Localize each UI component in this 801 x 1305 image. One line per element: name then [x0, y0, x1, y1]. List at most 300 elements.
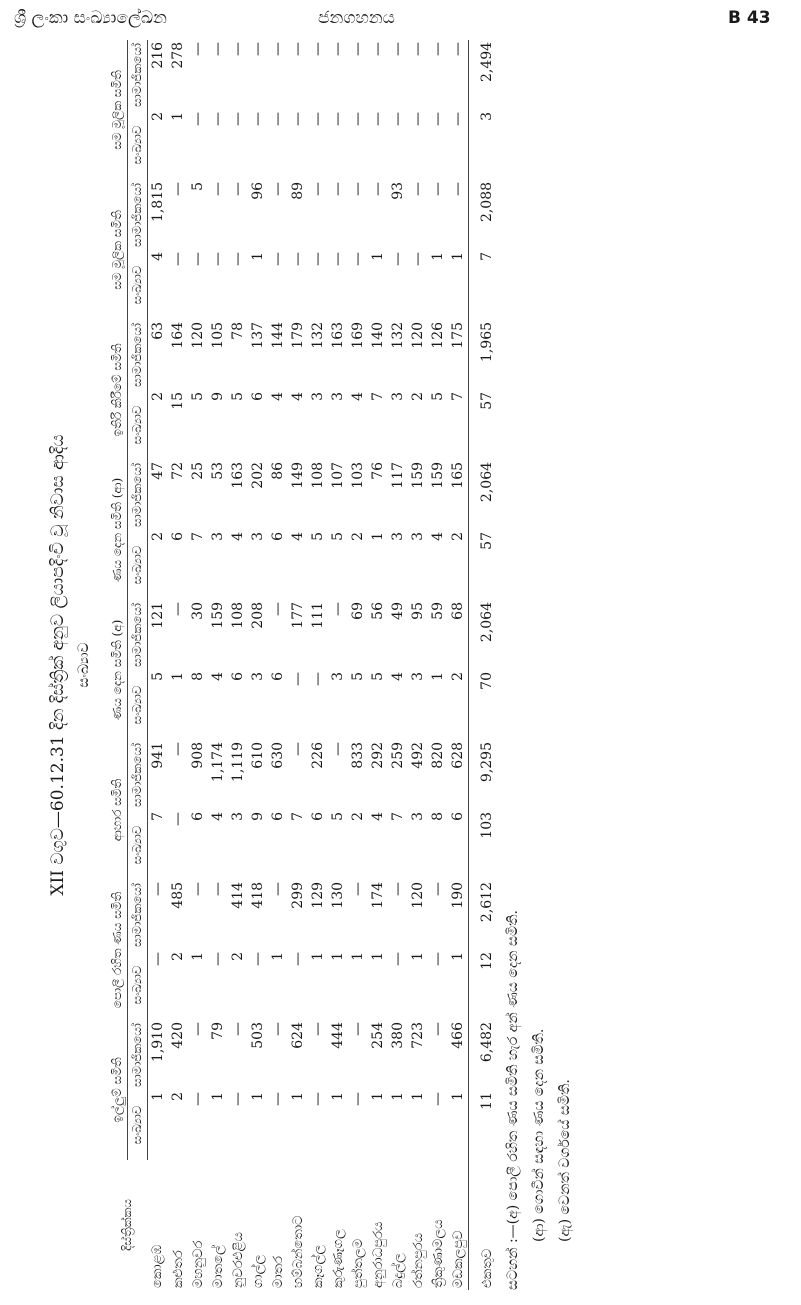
cell-value: —: [230, 181, 246, 196]
total-row: [469, 40, 500, 1290]
district-name: මහනුවර: [190, 1240, 206, 1288]
cell-value: 5: [330, 811, 346, 821]
cell-value: 1: [250, 251, 266, 261]
cell-value: 3: [230, 811, 246, 821]
cell-value: 2: [230, 952, 246, 961]
cell-value: 2,064: [469, 460, 500, 530]
cell-value: —: [350, 251, 366, 266]
cell-value: 169: [350, 321, 366, 349]
cell-value: —: [390, 111, 406, 126]
note-line: (ඇ) වෙනත් වර්ගයේ සමිති.: [557, 1079, 573, 1242]
cell-value: 72: [170, 461, 186, 480]
cell-value: 137: [250, 321, 266, 349]
cell-value: 89: [290, 181, 306, 200]
count-subheader: සංඛ්‍යාව: [128, 670, 148, 740]
cell-value: —: [270, 181, 286, 196]
cell-value: 3: [250, 671, 266, 681]
cell-value: 226: [310, 741, 326, 769]
sub-header-row: [128, 40, 148, 1290]
district-name: නුවරඑළිය: [230, 1232, 246, 1288]
cell-value: 9: [250, 811, 266, 821]
cell-value: —: [210, 111, 226, 126]
cell-value: 5: [310, 531, 326, 541]
cell-value: —: [170, 741, 186, 756]
cell-value: 4: [150, 251, 166, 261]
cell-value: 93: [390, 181, 406, 200]
cell-value: —: [450, 41, 466, 56]
group-header: ආහාර සමිති: [108, 740, 128, 880]
cell-value: 278: [170, 41, 186, 69]
cell-value: —: [350, 41, 366, 56]
district-name: මාතර: [270, 1255, 286, 1288]
cell-value: 11: [469, 1090, 500, 1160]
cell-value: —: [170, 251, 186, 266]
count-subheader: සංඛ්‍යාව: [128, 810, 148, 880]
cell-value: 108: [230, 601, 246, 629]
note-line: (ආ) ගොවීන් සඳහා ණය දෙන සමිති.: [531, 1028, 547, 1242]
cell-value: 254: [370, 1022, 386, 1049]
cell-value: 4: [210, 811, 226, 821]
cell-value: —: [430, 952, 446, 966]
cell-value: 2: [450, 531, 466, 541]
cell-value: 177: [290, 601, 306, 629]
running-head-left: ශ්‍රී ලංකා සංඛ්‍යාලේඛන: [14, 8, 167, 28]
cell-value: 4: [290, 391, 306, 401]
table-subtitle: සංඛ්‍යාව: [76, 642, 92, 688]
cell-value: —: [350, 111, 366, 126]
cell-value: 108: [310, 461, 326, 489]
cell-value: —: [310, 671, 326, 686]
district-name: කෑගල්ල: [310, 1244, 326, 1288]
members-subheader: සාමාජිකයෝ: [128, 600, 148, 670]
cell-value: 3: [250, 531, 266, 541]
cell-value: 2: [170, 1092, 186, 1101]
cell-value: —: [390, 881, 406, 896]
count-subheader: සංඛ්‍යාව: [128, 390, 148, 460]
cell-value: 1: [330, 952, 346, 961]
cell-value: 1: [450, 1092, 466, 1101]
cell-value: 15: [170, 391, 186, 410]
cell-value: 9,295: [469, 740, 500, 810]
cell-value: 49: [390, 601, 406, 620]
cell-value: 56: [370, 601, 386, 620]
cell-value: —: [270, 1092, 286, 1106]
cell-value: —: [310, 251, 326, 266]
cell-value: 2,612: [469, 880, 500, 950]
cell-value: 4: [290, 531, 306, 541]
cell-value: 466: [450, 1022, 466, 1049]
cell-value: 78: [230, 321, 246, 340]
group-header: ඉල්ලුම් සමිති: [108, 1020, 128, 1160]
district-name: අනුරාධපුරය: [370, 1221, 386, 1288]
cell-value: —: [210, 41, 226, 56]
cell-value: 6: [250, 391, 266, 401]
cell-value: 1: [150, 1092, 166, 1101]
cell-value: —: [290, 671, 306, 686]
table-body: [148, 40, 500, 1290]
cell-value: 3: [310, 391, 326, 401]
district-name: එකතුව: [469, 1160, 500, 1290]
table-row: [208, 40, 228, 1290]
cell-value: —: [430, 1092, 446, 1106]
cell-value: —: [310, 41, 326, 56]
cell-value: 159: [210, 601, 226, 629]
cell-value: 149: [290, 461, 306, 489]
cell-value: 68: [450, 601, 466, 620]
cell-value: 129: [310, 881, 326, 909]
cell-value: 69: [350, 601, 366, 620]
cell-value: 1: [190, 952, 206, 961]
cell-value: 5: [230, 391, 246, 401]
cell-value: —: [150, 952, 166, 966]
cell-value: —: [290, 111, 306, 126]
cell-value: 1: [370, 531, 386, 541]
cell-value: 1: [390, 1092, 406, 1101]
district-name: රත්නපුරය: [410, 1233, 426, 1288]
cell-value: 1: [270, 952, 286, 961]
cell-value: —: [250, 41, 266, 56]
cell-value: 2: [350, 531, 366, 541]
cell-value: 1: [430, 251, 446, 261]
cell-value: —: [430, 881, 446, 896]
cell-value: 7: [190, 531, 206, 541]
table-row: [168, 40, 188, 1290]
cell-value: —: [370, 111, 386, 126]
cell-value: —: [290, 952, 306, 966]
cell-value: 6: [270, 531, 286, 541]
members-subheader: සාමාජිකයෝ: [128, 320, 148, 390]
cell-value: 3: [469, 110, 500, 180]
cell-value: 380: [390, 1022, 406, 1049]
cell-value: 1: [370, 251, 386, 261]
cell-value: —: [250, 111, 266, 126]
cell-value: 103: [350, 461, 366, 489]
cell-value: 8: [190, 671, 206, 681]
group-header: සම මූලික සමිති: [108, 40, 128, 180]
district-name: ත්‍රිකුණාමලය: [430, 1219, 446, 1288]
cell-value: —: [410, 41, 426, 56]
cell-value: 2: [410, 391, 426, 401]
district-name: කළුතර: [170, 1250, 186, 1288]
cell-value: 159: [410, 461, 426, 489]
cell-value: 53: [210, 461, 226, 480]
group-header: ඉතිරි කිරීමේ සමිති: [108, 320, 128, 460]
cell-value: 25: [190, 461, 206, 480]
group-header: සම මූලික සමිති: [108, 180, 128, 320]
cell-value: —: [230, 111, 246, 126]
cell-value: —: [430, 1022, 446, 1036]
cell-value: —: [210, 181, 226, 196]
cell-value: —: [170, 811, 186, 826]
cell-value: 202: [250, 461, 266, 489]
cell-value: —: [330, 111, 346, 126]
members-subheader: සාමාජිකයෝ: [128, 40, 148, 110]
cell-value: 9: [210, 391, 226, 401]
cell-value: —: [330, 601, 346, 616]
cell-value: —: [370, 41, 386, 56]
cell-value: 3: [390, 391, 406, 401]
cell-value: —: [310, 1022, 326, 1036]
page-number: B 43: [728, 8, 771, 28]
cell-value: 5: [350, 671, 366, 681]
count-subheader: සංඛ්‍යාව: [128, 110, 148, 180]
count-subheader: සංඛ්‍යාව: [128, 1090, 148, 1160]
cell-value: —: [410, 251, 426, 266]
count-subheader: සංඛ්‍යාව: [128, 530, 148, 600]
cell-value: 6: [450, 811, 466, 821]
cell-value: —: [350, 881, 366, 896]
cell-value: 2: [150, 531, 166, 541]
district-name: පුත්තලම: [350, 1238, 366, 1288]
cell-value: 216: [150, 41, 166, 69]
count-subheader: සංඛ්‍යාව: [128, 250, 148, 320]
cell-value: 1: [250, 1092, 266, 1101]
cell-value: —: [390, 41, 406, 56]
cell-value: 2: [350, 811, 366, 821]
cell-value: 86: [270, 461, 286, 480]
cell-value: —: [230, 41, 246, 56]
cell-value: 444: [330, 1022, 346, 1049]
cell-value: 492: [410, 741, 426, 769]
table-row: [328, 40, 348, 1290]
cell-value: 3: [410, 531, 426, 541]
cell-value: —: [270, 41, 286, 56]
cell-value: 1,965: [469, 320, 500, 390]
group-header: ණය දෙන සමිති (අ): [108, 600, 128, 740]
cell-value: 3: [410, 671, 426, 681]
cell-value: 1,910: [150, 1022, 166, 1063]
district-name: මාතලේ: [210, 1245, 226, 1288]
rotated-table-block: [30, 40, 590, 1290]
table-row: [248, 40, 268, 1290]
cell-value: 6: [170, 531, 186, 541]
cell-value: —: [230, 1022, 246, 1036]
cell-value: 47: [150, 461, 166, 480]
cell-value: 4: [430, 531, 446, 541]
cell-value: 2,088: [469, 180, 500, 250]
cell-value: 1: [290, 1092, 306, 1101]
table-notes: [500, 40, 578, 1290]
cell-value: —: [210, 881, 226, 896]
cell-value: 1: [170, 111, 186, 121]
cell-value: 63: [150, 321, 166, 340]
cell-value: 414: [230, 881, 246, 909]
cell-value: 1,815: [150, 181, 166, 223]
district-name: බදුල්ල: [390, 1253, 406, 1288]
table-row: [388, 40, 408, 1290]
cell-value: 12: [469, 950, 500, 1020]
table-row: [368, 40, 388, 1290]
cell-value: 1: [370, 952, 386, 961]
cell-value: —: [230, 251, 246, 266]
cell-value: 107: [330, 461, 346, 489]
group-header: පොලී රහිත ණය සමිති: [108, 880, 128, 1020]
cell-value: 140: [370, 321, 386, 349]
cell-value: —: [310, 181, 326, 196]
cell-value: 3: [410, 811, 426, 821]
cell-value: 1: [410, 952, 426, 961]
table-row: [448, 40, 469, 1290]
cell-value: 1: [210, 1092, 226, 1101]
cell-value: —: [290, 741, 306, 756]
cell-value: 132: [310, 321, 326, 349]
cell-value: 120: [410, 321, 426, 349]
cell-value: 76: [370, 461, 386, 480]
cell-value: 6: [190, 811, 206, 821]
cell-value: —: [410, 181, 426, 196]
cell-value: —: [350, 1092, 366, 1106]
cell-value: —: [170, 181, 186, 196]
cell-value: 2: [150, 391, 166, 401]
group-header: ණය දෙන සමිති (ආ): [108, 460, 128, 600]
cell-value: 132: [390, 321, 406, 349]
table-title: XII වගුව—60.12.31 දින දිස්ත්‍රික් අනුව ලියාපදිංචි වූ නිවාස ආදිය: [48, 434, 68, 896]
cell-value: 941: [150, 741, 166, 769]
members-subheader: සාමාජිකයෝ: [128, 460, 148, 530]
cell-value: —: [390, 952, 406, 966]
cell-value: 1: [450, 251, 466, 261]
cell-value: 5: [150, 671, 166, 681]
cell-value: 820: [430, 741, 446, 769]
cell-value: 3: [210, 531, 226, 541]
district-table: [108, 40, 499, 1290]
cell-value: 420: [170, 1022, 186, 1049]
cell-value: 1: [330, 1092, 346, 1101]
cell-value: —: [270, 1022, 286, 1036]
cell-value: —: [270, 601, 286, 616]
cell-value: —: [350, 181, 366, 196]
cell-value: 610: [250, 741, 266, 769]
cell-value: —: [190, 881, 206, 896]
members-subheader: සාමාජිකයෝ: [128, 740, 148, 810]
cell-value: 7: [450, 391, 466, 401]
cell-value: 103: [469, 810, 500, 880]
cell-value: 4: [230, 531, 246, 541]
district-name: හම්බන්තොට: [290, 1215, 306, 1288]
members-subheader: සාමාජිකයෝ: [128, 1020, 148, 1090]
cell-value: 95: [410, 601, 426, 620]
cell-value: —: [330, 181, 346, 196]
cell-value: 70: [469, 670, 500, 740]
cell-value: 6: [270, 671, 286, 681]
cell-value: 1,119: [230, 741, 246, 783]
cell-value: 59: [430, 601, 446, 620]
cell-value: —: [190, 41, 206, 56]
table-row: [228, 40, 248, 1290]
cell-value: 190: [450, 881, 466, 909]
cell-value: 3: [330, 671, 346, 681]
cell-value: 485: [170, 881, 186, 909]
cell-value: 5: [330, 531, 346, 541]
cell-value: 1: [450, 952, 466, 961]
cell-value: 163: [330, 321, 346, 349]
cell-value: 57: [469, 530, 500, 600]
group-header-row: [108, 40, 128, 1290]
cell-value: 4: [210, 671, 226, 681]
cell-value: —: [190, 251, 206, 266]
cell-value: —: [450, 111, 466, 126]
cell-value: 174: [370, 881, 386, 909]
district-name: ගාල්ල: [250, 1254, 266, 1288]
table-row: [428, 40, 448, 1290]
cell-value: —: [150, 881, 166, 896]
cell-value: 5: [370, 671, 386, 681]
table-row: [268, 40, 288, 1290]
cell-value: —: [210, 952, 226, 966]
cell-value: 117: [390, 461, 406, 489]
cell-value: 723: [410, 1022, 426, 1049]
cell-value: —: [410, 111, 426, 126]
cell-value: 57: [469, 390, 500, 460]
cell-value: —: [290, 41, 306, 56]
cell-value: 299: [290, 881, 306, 909]
cell-value: —: [430, 111, 446, 126]
cell-value: 6: [310, 811, 326, 821]
cell-value: 165: [450, 461, 466, 489]
cell-value: 7: [390, 811, 406, 821]
cell-value: 2: [450, 671, 466, 681]
cell-value: —: [270, 881, 286, 896]
cell-value: 1,174: [210, 741, 226, 783]
cell-value: 30: [190, 601, 206, 620]
cell-value: 2: [150, 111, 166, 121]
cell-value: —: [350, 1022, 366, 1036]
cell-value: 833: [350, 741, 366, 769]
cell-value: 120: [190, 321, 206, 349]
cell-value: 1: [310, 952, 326, 961]
cell-value: —: [330, 41, 346, 56]
cell-value: 7: [150, 811, 166, 821]
district-name: කොළඹ: [150, 1244, 166, 1288]
cell-value: —: [270, 251, 286, 266]
note-line: සටහන් :—(අ) පොලී රහිත ණය සමිති හැර අන් ණය දෙන සමිති.: [505, 910, 521, 1290]
table-row: [408, 40, 428, 1290]
cell-value: 7: [370, 391, 386, 401]
cell-value: 1: [350, 952, 366, 961]
cell-value: —: [430, 181, 446, 196]
cell-value: 105: [210, 321, 226, 349]
cell-value: —: [450, 181, 466, 196]
cell-value: 418: [250, 881, 266, 909]
cell-value: 7: [290, 811, 306, 821]
cell-value: 179: [290, 321, 306, 349]
table-row: [188, 40, 208, 1290]
cell-value: 121: [150, 601, 166, 629]
cell-value: 5: [430, 391, 446, 401]
cell-value: 624: [290, 1022, 306, 1049]
cell-value: —: [390, 251, 406, 266]
members-subheader: සාමාජිකයෝ: [128, 880, 148, 950]
cell-value: 79: [210, 1022, 226, 1040]
cell-value: 6: [270, 811, 286, 821]
district-name: කුරුණෑගල: [330, 1229, 346, 1288]
cell-value: —: [250, 952, 266, 966]
cell-value: 4: [350, 391, 366, 401]
cell-value: —: [430, 41, 446, 56]
cell-value: —: [230, 1092, 246, 1106]
table-row: [348, 40, 368, 1290]
cell-value: 7: [469, 250, 500, 320]
district-name: මඩකලපුව: [450, 1230, 466, 1288]
cell-value: —: [330, 251, 346, 266]
cell-value: 908: [190, 741, 206, 769]
cell-value: 164: [170, 321, 186, 349]
table-row: [148, 40, 169, 1290]
cell-value: 130: [330, 881, 346, 909]
cell-value: 292: [370, 741, 386, 769]
cell-value: —: [170, 601, 186, 616]
cell-value: 6,482: [469, 1020, 500, 1090]
